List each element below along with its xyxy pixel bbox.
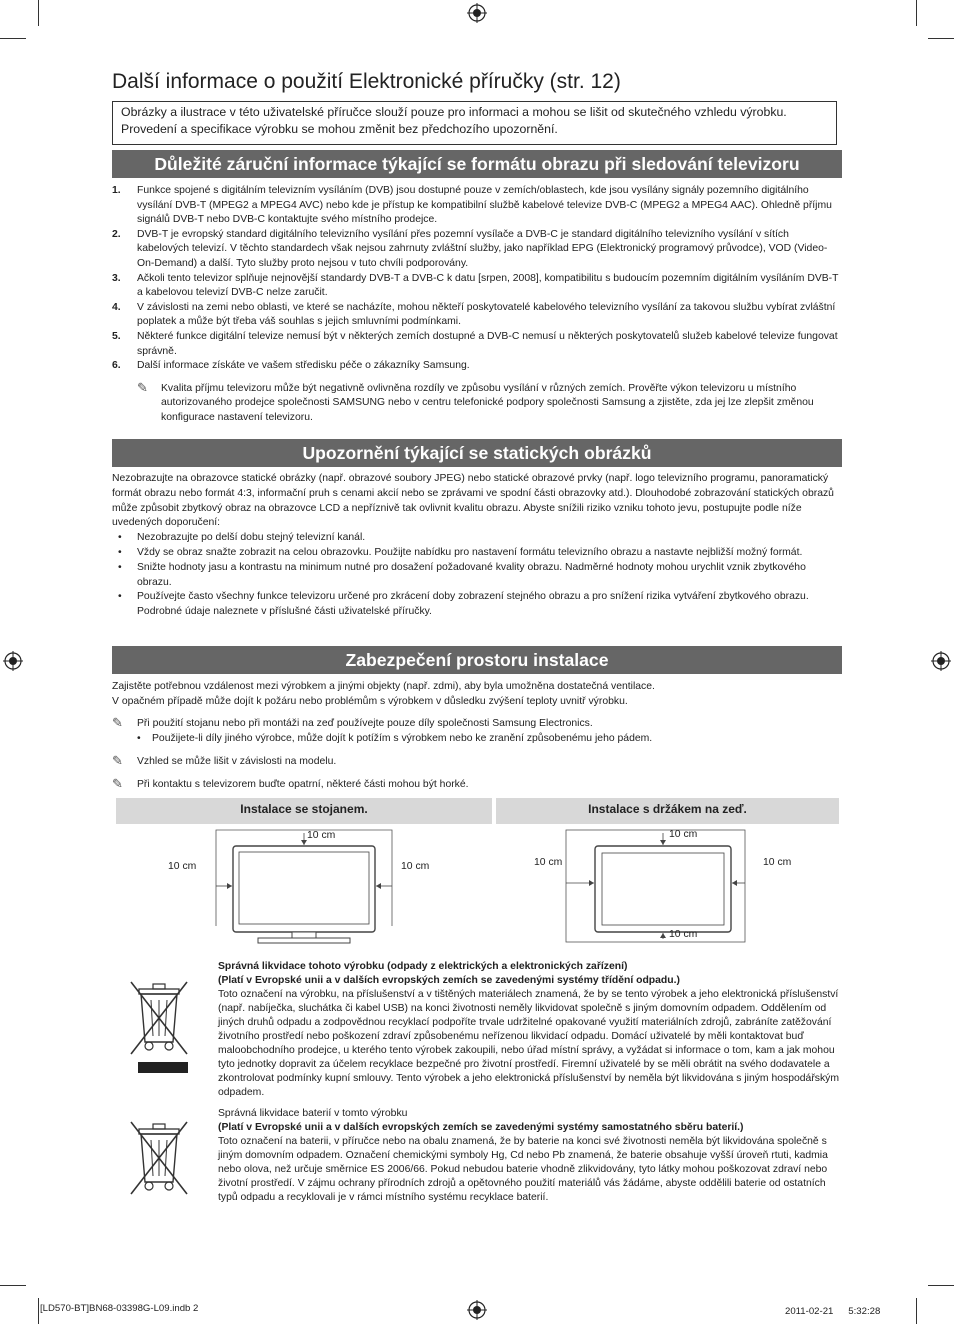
battery-disposal-text [218, 1107, 844, 1205]
warranty-list [112, 184, 842, 426]
crossed-bin-icon [127, 980, 191, 1076]
item-text: DVB-T je evropský standard digitálního televizního vysílání přes pozemní vysílače a DVB-C je standard digitálního televizního vysílání v sítích kabelových televizí. V těchto standardech však nejsou zahrnuty zvláštní služby, jako například EPG (Elektronický programový průvodce), VOD (Video-On-Demand) a další. Tyto služby proto nejsou v tuto chvíli podporovány. [137, 228, 828, 269]
item-number: 4. [112, 301, 121, 313]
item-text: Ačkoli tento televizor splňuje nejnovější standardy DVB-T a DVB-C k datu [srpen, 2008], kompatibilitu s budoucím pozemním digitálním vysíláním DVB-T a kabelovou televizí DVB-C nelze zaručit. [137, 272, 839, 299]
installation-section [112, 680, 842, 793]
warranty-heading: Důležité záruční informace týkající se formátu obrazu při sledování televizoru [112, 150, 842, 178]
crop-mark [928, 38, 954, 39]
clearance-label-top: 10 cm [669, 829, 698, 840]
pencil-note-icon: ✎ [112, 753, 123, 769]
wall-install-header: Instalace s držákem na zeď. [496, 798, 839, 824]
pencil-note-icon: ✎ [137, 379, 148, 395]
pencil-note-icon: ✎ [112, 714, 123, 730]
battery-title: Správná likvidace baterií v tomto výrobku [218, 1108, 408, 1119]
list-item: • Snižte hodnoty jasu a kontrastu na minimum nutné pro dosažení požadované kvality obrazu. Nadměrné hodnoty mohou urychlit vznik zbytkového obrazu. [118, 561, 806, 588]
footer-file: [LD570-BT]BN68-03398G-L09.indb 2 [40, 1303, 199, 1314]
list-item [112, 301, 842, 330]
wall-install-diagram [496, 826, 839, 950]
install-note [112, 775, 842, 793]
note-text: Vzhled se může lišit v závislosti na modelu. [137, 756, 337, 768]
still-image-section [112, 472, 842, 620]
install-intro: Zajistěte potřebnou vzdálenost mezi výrobkem a jinými objekty (např. zdmi), aby byla umožněna dostatečná ventilace. [112, 681, 655, 692]
item-text: V závislosti na zemi nebo oblasti, ve které se nacházíte, mohou někteří poskytovatelé kabelového televizního vysílání za takovou službu vybírat zvláštní poplatek a může být třeba váš souhlas s jejich smluvními podmínkami. [137, 301, 836, 328]
pencil-note-icon: ✎ [112, 775, 123, 791]
crop-mark [38, 0, 39, 26]
crop-mark [916, 1298, 917, 1324]
list-item: • Používejte často všechny funkce televizoru určené pro zkrácení doby zobrazení stejného obrazu a pro snížení rizika vytváření zbytkového obrazu. Podrobné údaje naleznete v příslušné části uživatelské příručky. [118, 591, 809, 618]
list-item: • Nezobrazujte po delší dobu stejný televizní kanál. [118, 532, 366, 544]
notice-box: Obrázky a ilustrace v této uživatelské příručce slouží pouze pro informaci a mohou se lišit od skutečného vzhledu výrobku. Provedení a specifikace výrobku se mohou změnit bez předchozího upozornění. [112, 101, 837, 145]
stand-install-diagram [116, 826, 492, 950]
bullet-text: Používejte často všechny funkce televizoru určené pro zkrácení doby zobrazení stejného obrazu a pro snížení rizika vytváření zbytkového obrazu. Podrobné údaje naleznete v příslušné části uživatelské příručky. [137, 591, 809, 618]
list-item [112, 359, 842, 374]
still-intro: Nezobrazujte na obrazovce statické obrázky (např. obrazové soubory JPEG) nebo statické obrazové prvky (např. logo televizního programu, panoramatický formát obrazu nebo formát 4:3, informační pruh s cenami akcií nebo se zprávami ve spodní části obrazovky atd.). Dlouhodobé zobrazování statických obrazů může způsobit zbytkový obraz na obrazovce LCD a nepříznivě tak ovlivnit kvalitu obrazu. Abyste snížili riziko vzniku tohoto jevu, postupujte podle níže uvedených doporučení: [112, 473, 834, 529]
item-text: Funkce spojené s digitálním televizním vysíláním (DVB) jsou dostupné pouze v zemích/oblastech, kde jsou vysílány signály pozemního digitálního vysílání DVB-T (MPEG2 a MPEG4 AVC) nebo kde je přístup ke kompatibilní službě kabelové televize DVB-C (MPEG2 a MPEG4 AAC). Ohledně příjmu signálů DVB-T nebo DVB-C kontaktujte svého místního prodejce. [137, 185, 832, 226]
list-item [112, 330, 842, 359]
weee-body: Toto označení na výrobku, na příslušenství a v tištěných materiálech znamená, že by se tento výrobek a jeho elektronická příslušenství (např. nabíječka, sluchátka či kabel USB) na konci životnosti neměly likvidovat společně s jiným domovním odpadem. Oddělením od jiných druhů odpadu a zodpovědnou recyklací podpoříte trvale udržitelné opakované využití materiálních zdrojů, zabráníte zatěžování životního prostředí nebo poškození zdraví způsobenému neřízenou likvidací odpadu. Domácí uživatelé by měli kontaktovat buď maloobchodního prodejce, u kterého tento výrobek zakoupili, nebo úřad místní správy, a vyžádat si informace o tom, kam a jak mohou tyto jednotky dopravit za účelem recyklace bezpečné pro životní prostředí. Firemní uživatelé by se měli obrátit na svého dodavatele a zkontrolovat podmínky kupní smlouvy. Tento výrobek a jeho elektronická příslušenství by neměla být likvidována s jiným hospodářským odpadem. [218, 989, 840, 1098]
install-intro: V opačném případě může dojít k požáru nebo problémům s výrobkem v důsledku zvýšení teploty uvnitř výrobku. [112, 695, 628, 707]
clearance-label-right: 10 cm [401, 861, 430, 872]
bullet-text: Nezobrazujte po delší dobu stejný televizní kanál. [137, 532, 366, 544]
registration-mark-icon [467, 3, 487, 23]
item-number: 1. [112, 185, 121, 196]
bullet-text: Snižte hodnoty jasu a kontrastu na minimum nutné pro dosažení požadované kvality obrazu. Nadměrné hodnoty mohou urychlit vznik zbytkového obrazu. [137, 561, 806, 588]
list-item [112, 184, 842, 228]
stand-install-header: Instalace se stojanem. [116, 798, 492, 824]
still-bullets [112, 531, 842, 620]
item-text: Některé funkce digitální televize nemusí být v některých zemích dostupné a DVB-C nemusí u některých poskytovatelů služeb kabelové televize fungovat správně. [137, 330, 838, 357]
clearance-label-bottom: 10 cm [669, 929, 698, 940]
battery-body: Toto označení na baterii, v příručce nebo na obalu znamená, že by baterie na konci své životnosti neměla být likvidována společně s jiným domovním odpadem. Označení chemickými symboly Hg, Cd nebo Pb znamená, že baterie obsahuje vyšší úroveň rtuti, kadmia nebo olova, než určuje směrnice ES 2006/66. Pokud nebudou baterie vhodně zlikvidovány, tyto látky mohou poškozovat zdraví nebo životní prostředí. V zájmu ochrany přírodních zdrojů a opětovného použití materiálů vás žádáme, abyste oddělili baterie od ostatních typů odpadu a recyklovali je v rámci místního systému recyklace baterií. [218, 1136, 828, 1203]
list-item [112, 272, 842, 301]
crop-mark [0, 38, 26, 39]
bullet-text: Použijete-li díly jiného výrobce, může dojít k potížím s výrobkem nebo ke zranění způsobenému jeho pádem. [152, 733, 653, 745]
list-item: • Vždy se obraz snažte zobrazit na celou obrazovku. Použijte nabídku pro nastavení formátu televizního obrazu a nastavte nejbližší možný formát. [118, 546, 803, 558]
note-text: Při kontaktu s televizorem buďte opatrní, některé části mohou být horké. [137, 778, 469, 790]
registration-mark-icon [931, 651, 951, 671]
weee-disposal-text [218, 960, 844, 1100]
crop-mark [0, 1285, 26, 1286]
still-image-heading: Upozornění týkající se statických obrázků [112, 439, 842, 467]
installation-heading: Zabezpečení prostoru instalace [112, 646, 842, 674]
clearance-label-left: 10 cm [168, 861, 197, 872]
registration-mark-icon [3, 651, 23, 671]
item-number: 3. [112, 272, 121, 284]
install-note-bullets [112, 732, 842, 747]
list-item [112, 228, 842, 272]
weee-title: Správná likvidace tohoto výrobku (odpady z elektrických a elektronických zařízení) [218, 961, 628, 972]
weee-subtitle: (Platí v Evropské unii a v dalších evropských zemích se zavedenými systémy třídění odpadu.) [218, 975, 680, 986]
crossed-bin-icon [127, 1120, 191, 1200]
clearance-label-right: 10 cm [763, 857, 792, 868]
registration-mark-icon [467, 1300, 487, 1320]
item-number: 2. [112, 228, 121, 240]
note-text: Kvalita příjmu televizoru může být negativně ovlivněna rozdíly ve způsobu vysílání v různých zemích. Prověřte výkon televizoru u místního autorizovaného prodejce společnosti SAMSUNG nebo v centru telefonické podpory společnosti Samsung a zjistěte, zda jej lze zlepšit změnou konfigurace nastavení televizoru. [161, 382, 814, 423]
item-number: 6. [112, 360, 121, 372]
footer-date: 2011-02-21 5:32:28 [785, 1306, 881, 1317]
bullet-text: Vždy se obraz snažte zobrazit na celou obrazovku. Použijte nabídku pro nastavení formátu televizního obrazu a nastavte nejbližší možný formát. [137, 546, 803, 558]
clearance-label-top: 10 cm [307, 830, 336, 841]
crop-mark [928, 1285, 954, 1286]
note-text: Při použití stojanu nebo při montáži na zeď používejte pouze díly společnosti Samsung Electronics. [137, 717, 593, 729]
item-number: 5. [112, 330, 121, 342]
clearance-label-left: 10 cm [534, 857, 563, 868]
crop-mark [38, 1298, 39, 1324]
install-note [112, 714, 842, 732]
list-item: • Použijete-li díly jiného výrobce, může dojít k potížím s výrobkem nebo ke zranění způsobenému jeho pádem. [137, 733, 653, 745]
install-note [112, 755, 842, 770]
page-title: Další informace o použití Elektronické příručky (str. 12) [112, 70, 621, 93]
battery-subtitle: (Platí v Evropské unii a v dalších evropských zemích se zavedenými systémy samostatného sběru baterií.) [218, 1122, 744, 1133]
warranty-note [112, 379, 842, 426]
crop-mark [916, 0, 917, 26]
item-text: Další informace získáte ve vašem středisku péče o zákazníky Samsung. [137, 360, 470, 372]
